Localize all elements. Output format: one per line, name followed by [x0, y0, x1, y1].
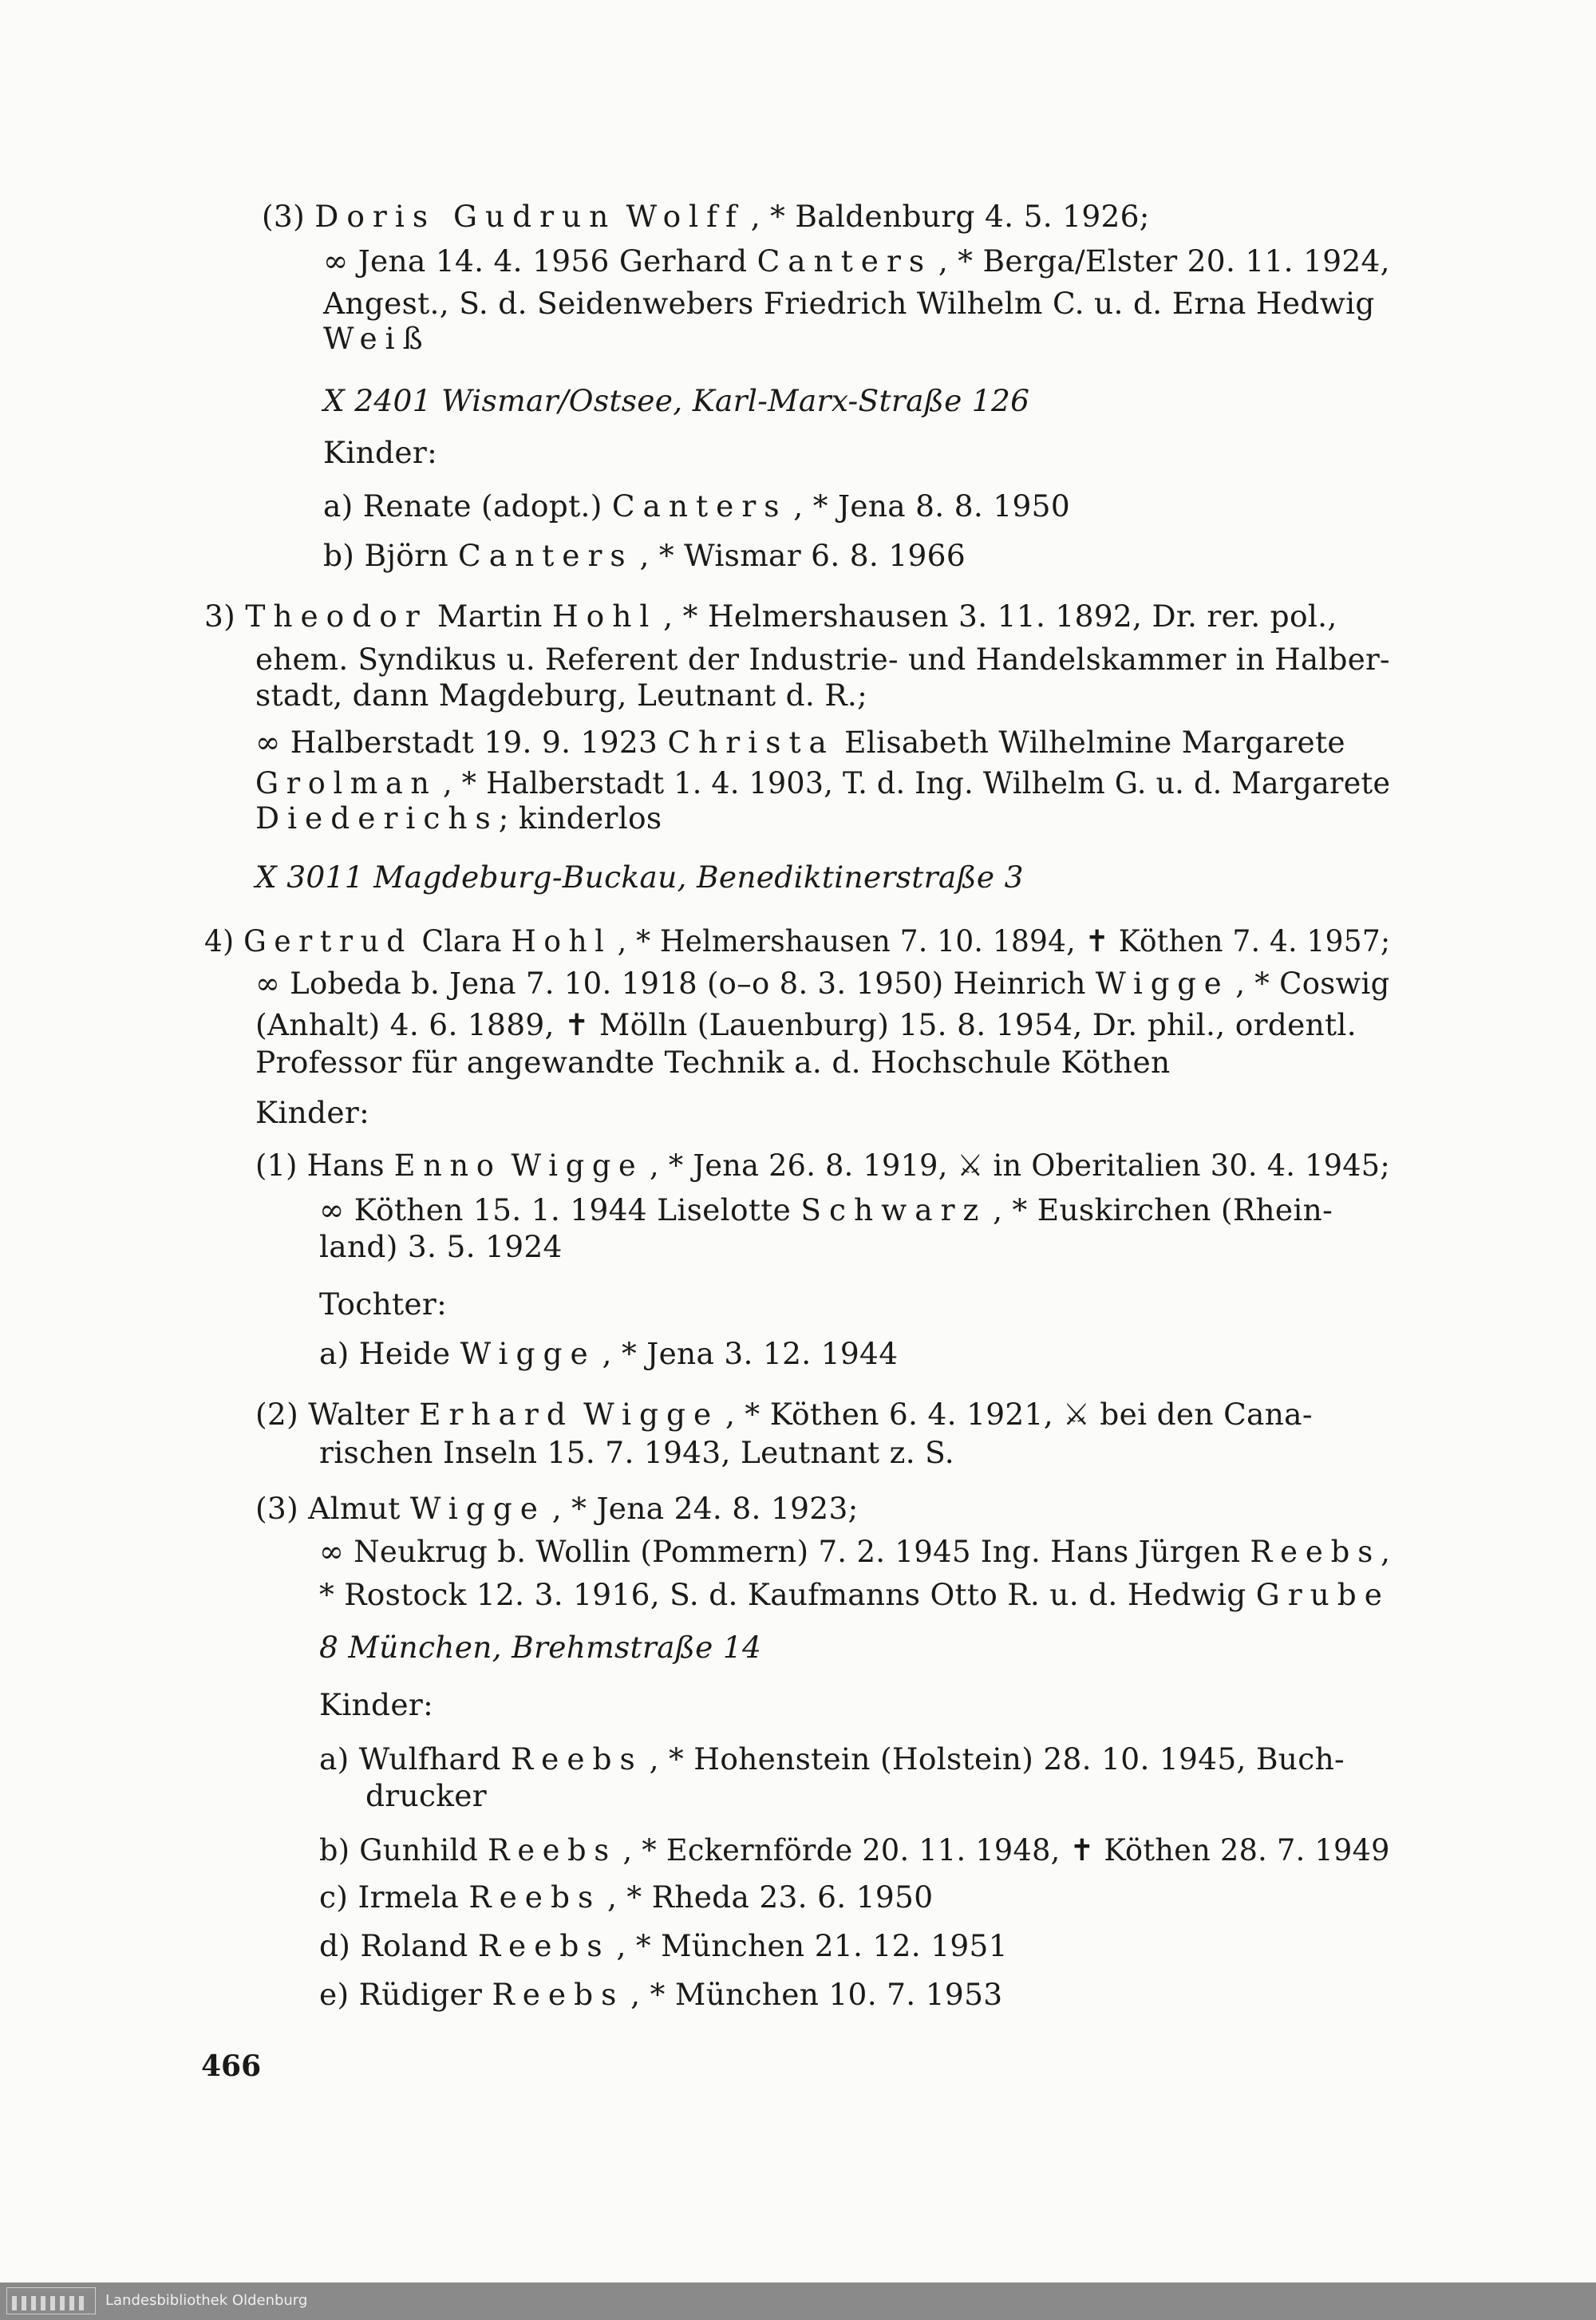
surname: Canters	[757, 243, 933, 279]
entry-gertrud-line-2: ∞ Lobeda b. Jena 7. 10. 1918 (o–o 8. 3. 1950) Heinrich Wigge , * Coswig	[255, 966, 1390, 1001]
kinder-heading: Kinder:	[323, 435, 438, 470]
surname: Reebs	[468, 1879, 602, 1915]
entry-doris-line-1: (3) Doris Gudrun Wolff , * Baldenburg 4. 5. 1926;	[262, 199, 1150, 234]
child-a-wulfhard: a) Wulfhard Reebs , * Hohenstein (Holstein) 28. 10. 1945, Buch-	[319, 1741, 1345, 1777]
child-b-gunhild: b) Gunhild Reebs , * Eckernförde 20. 11. 1948, ✝ Köthen 28. 7. 1949	[319, 1832, 1390, 1867]
address-magdeburg: X 3011 Magdeburg-Buckau, Benediktinerstraße 3	[255, 860, 1024, 895]
surname: Schwarz	[800, 1192, 987, 1227]
entry-gertrud-line-3: (Anhalt) 4. 6. 1889, ✝ Mölln (Lauenburg) 15. 8. 1954, Dr. phil., ordentl.	[255, 1007, 1357, 1042]
surname: Reebs	[510, 1741, 643, 1777]
surname: Diederichs	[255, 800, 499, 836]
surname: Wigge	[409, 1491, 546, 1526]
surname: Wigge	[511, 1148, 644, 1183]
entry-almut-line-3: * Rostock 12. 3. 1916, S. d. Kaufmanns Otto R. u. d. Hedwig Grube	[319, 1577, 1390, 1612]
given-name: Christa	[667, 725, 835, 760]
tochter-heading: Tochter:	[319, 1286, 448, 1322]
surname: Canters	[458, 538, 634, 573]
child-e-ruediger: e) Rüdiger Reebs , * München 10. 7. 1953	[319, 1977, 1003, 2012]
entry-walter-line-1: (2) Walter Erhard Wigge , * Köthen 6. 4. 1921, ⚔ bei den Cana-	[255, 1397, 1313, 1432]
surname: Hohl	[511, 923, 612, 958]
child-a-renate: a) Renate (adopt.) Canters , * Jena 8. 8. 1950	[323, 488, 1070, 524]
entry-doris-line-4: Weiß	[323, 321, 431, 356]
entry-theodor-line-1: 3) Theodor Martin Hohl , * Helmershausen 3. 11. 1892, Dr. rer. pol.,	[204, 599, 1337, 634]
entry-theodor-line-5: Grolman , * Halberstadt 1. 4. 1903, T. d. Ing. Wilhelm G. u. d. Margarete	[255, 765, 1391, 800]
entry-walter-line-2: rischen Inseln 15. 7. 1943, Leutnant z. S.	[319, 1435, 955, 1470]
surname: Wigge	[1095, 966, 1230, 1001]
given-name: Theodor	[245, 599, 428, 634]
surname: Wolff	[626, 199, 745, 234]
surname: Reebs	[492, 1977, 625, 2012]
given-names: Doris Gudrun	[314, 199, 617, 234]
given-name: Enno	[393, 1148, 502, 1183]
child-d-roland: d) Roland Reebs , * München 21. 12. 1951	[319, 1928, 1008, 1963]
entry-almut-line-2: ∞ Neukrug b. Wollin (Pommern) 7. 2. 1945 Ing. Hans Jürgen Reebs,	[319, 1534, 1391, 1569]
entry-doris-line-2: ∞ Jena 14. 4. 1956 Gerhard Canters , * Berga/Elster 20. 11. 1924,	[323, 243, 1390, 279]
entry-theodor-line-3: stadt, dann Magdeburg, Leutnant d. R.;	[255, 678, 868, 713]
surname: Reebs	[488, 1832, 617, 1867]
surname: Grolman	[255, 765, 437, 800]
entry-gertrud-line-4: Professor für angewandte Technik a. d. Hochschule Köthen	[255, 1045, 1171, 1080]
entry-theodor-line-4: ∞ Halberstadt 19. 9. 1923 Christa Elisabeth Wilhelmine Margarete	[255, 725, 1345, 760]
footer-bar	[0, 2282, 1596, 2320]
library-building-icon	[6, 2287, 96, 2314]
address-muenchen: 8 München, Brehmstraße 14	[319, 1630, 762, 1665]
footer-library-name: Landesbibliothek Oldenburg	[105, 2292, 308, 2309]
kinder-heading: Kinder:	[255, 1095, 370, 1130]
kinder-heading: Kinder:	[319, 1687, 434, 1722]
child-a-wulfhard-line-2: drucker	[365, 1778, 488, 1813]
address-wismar: X 2401 Wismar/Ostsee, Karl-Marx-Straße 126	[323, 383, 1030, 418]
surname: Wigge	[583, 1397, 720, 1432]
given-name: Erhard	[419, 1397, 574, 1432]
surname: Grube	[1255, 1577, 1390, 1612]
entry-hans-line-1: (1) Hans Enno Wigge , * Jena 26. 8. 1919, ⚔ in Oberitalien 30. 4. 1945;	[255, 1148, 1391, 1183]
child-b-bjoern: b) Björn Canters , * Wismar 6. 8. 1966	[323, 538, 966, 573]
entry-hans-line-3: land) 3. 5. 1924	[319, 1229, 563, 1264]
given-name: Gertrud	[243, 923, 413, 958]
child-c-irmela: c) Irmela Reebs , * Rheda 23. 6. 1950	[319, 1879, 934, 1915]
surname: Reebs	[1250, 1534, 1381, 1569]
entry-gertrud-line-1: 4) Gertrud Clara Hohl , * Helmershausen 7. 10. 1894, ✝ Köthen 7. 4. 1957;	[204, 923, 1391, 958]
surname: Wigge	[460, 1336, 596, 1371]
entry-doris-line-3: Angest., S. d. Seidenwebers Friedrich Wilhelm C. u. d. Erna Hedwig	[323, 286, 1375, 321]
child-a-heide: a) Heide Wigge , * Jena 3. 12. 1944	[319, 1336, 899, 1371]
surname: Hohl	[551, 599, 658, 634]
entry-theodor-line-2: ehem. Syndikus u. Referent der Industrie- und Handelskammer in Halber-	[255, 642, 1390, 677]
surname: Reebs	[477, 1928, 610, 1963]
entry-almut-line-1: (3) Almut Wigge , * Jena 24. 8. 1923;	[255, 1491, 859, 1526]
entry-hans-line-2: ∞ Köthen 15. 1. 1944 Liselotte Schwarz , * Euskirchen (Rhein-	[319, 1192, 1333, 1227]
entry-theodor-line-6: Diederichs; kinderlos	[255, 800, 662, 836]
surname: Canters	[611, 488, 788, 524]
page-number: 466	[201, 2049, 262, 2083]
